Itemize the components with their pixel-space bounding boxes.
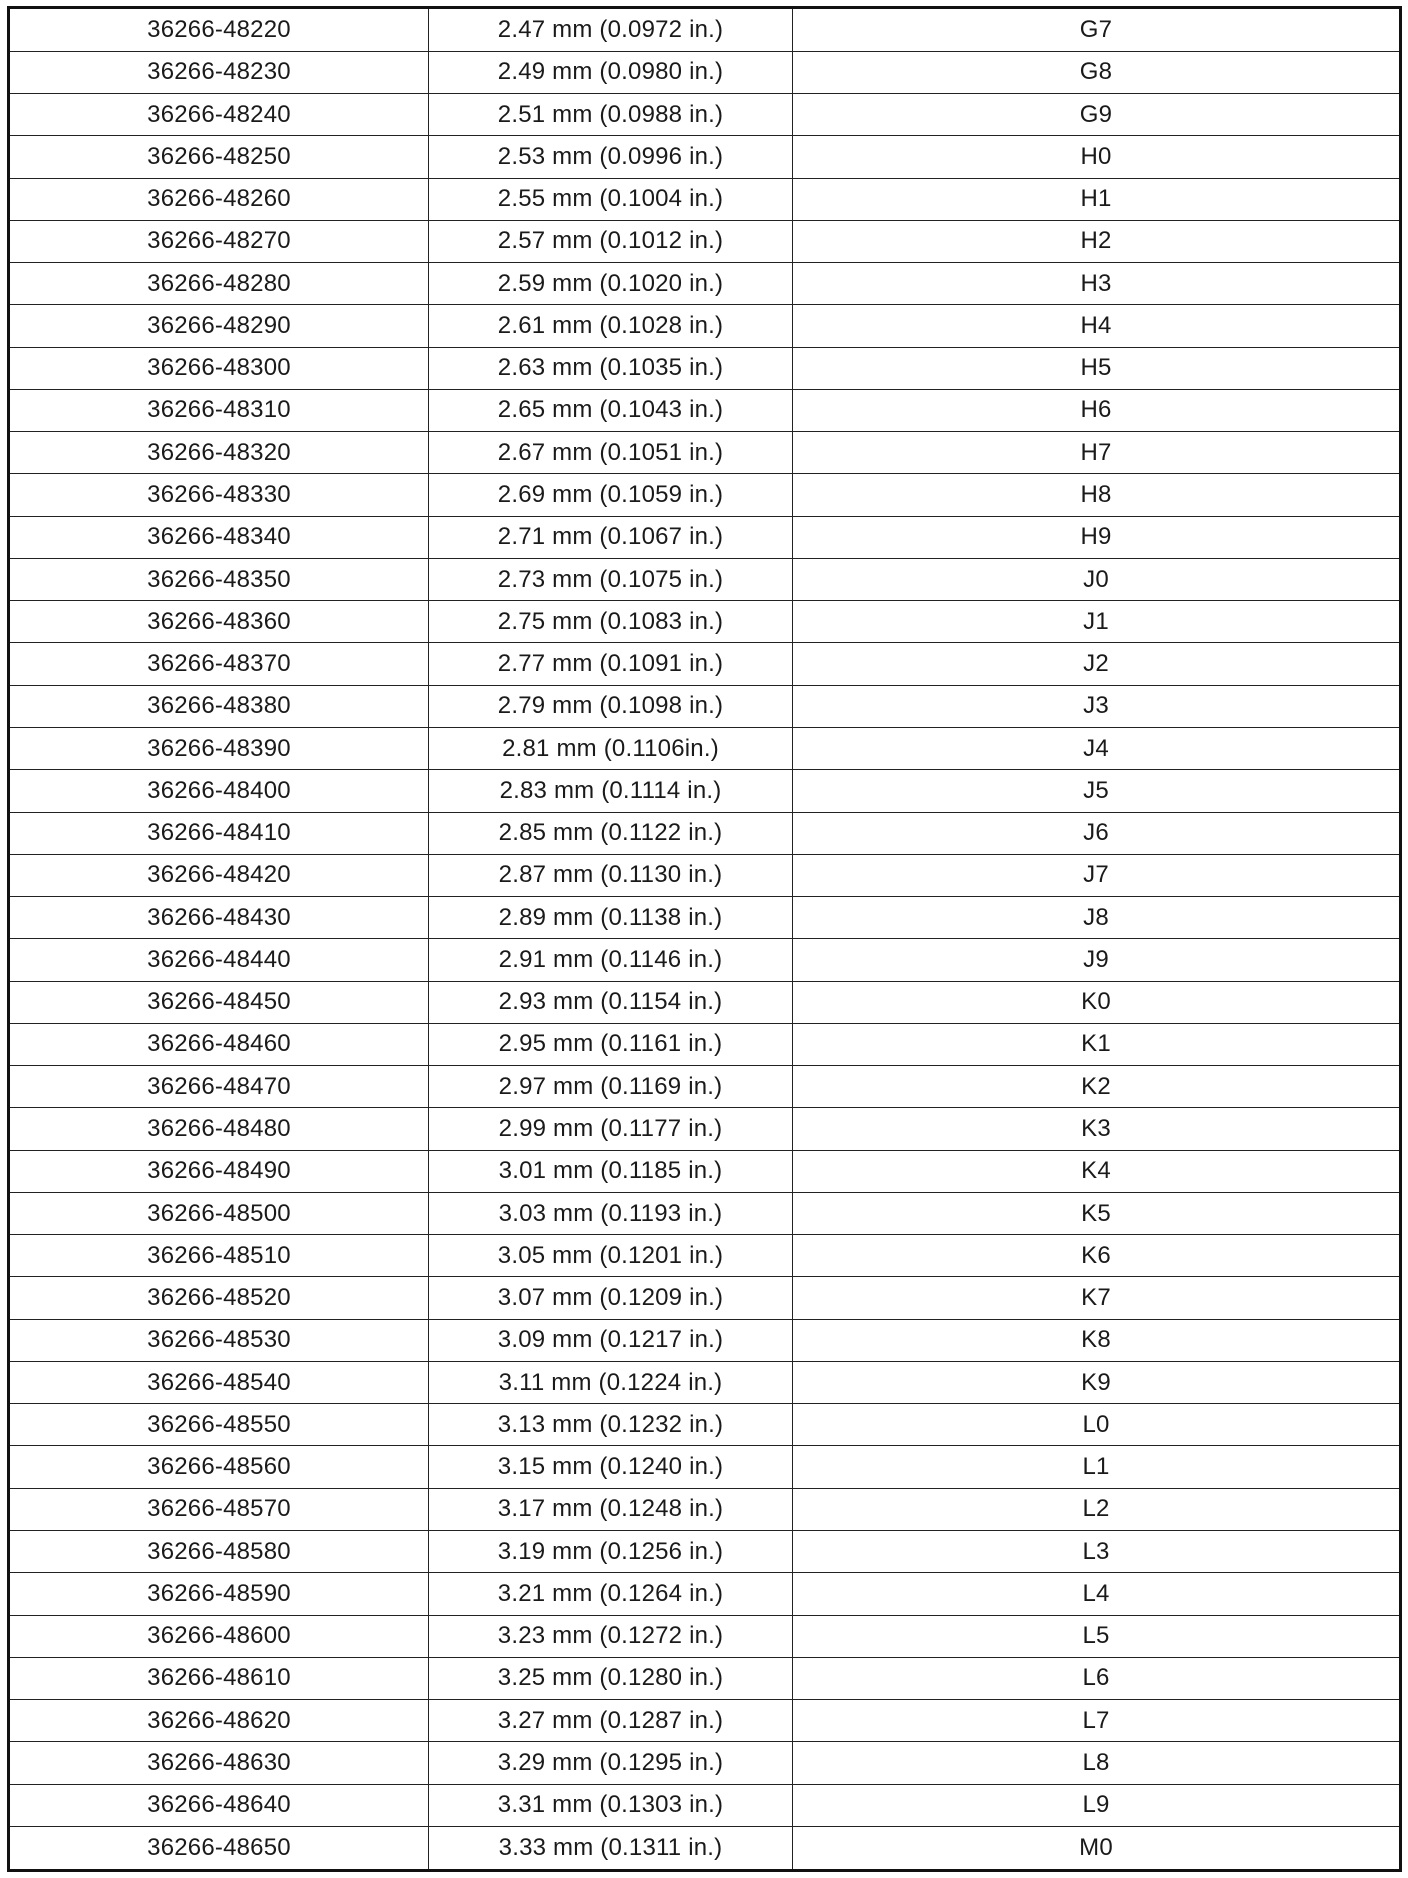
part-number-cell: 36266-48390 — [9, 727, 429, 769]
mark-cell: H2 — [793, 220, 1401, 262]
thickness-cell: 2.53 mm (0.0996 in.) — [429, 136, 793, 178]
mark-cell: J9 — [793, 939, 1401, 981]
part-number-cell: 36266-48430 — [9, 897, 429, 939]
part-number-cell: 36266-48450 — [9, 981, 429, 1023]
part-number-cell: 36266-48350 — [9, 558, 429, 600]
part-number-cell: 36266-48290 — [9, 305, 429, 347]
thickness-cell: 2.77 mm (0.1091 in.) — [429, 643, 793, 685]
table-row — [9, 1108, 1401, 1150]
thickness-cell: 3.17 mm (0.1248 in.) — [429, 1488, 793, 1530]
mark-cell: L6 — [793, 1657, 1401, 1699]
thickness-cell: 3.07 mm (0.1209 in.) — [429, 1277, 793, 1319]
table-row — [9, 1361, 1401, 1403]
table-row — [9, 812, 1401, 854]
table-row — [9, 8, 1401, 52]
thickness-cell: 2.71 mm (0.1067 in.) — [429, 516, 793, 558]
thickness-cell: 3.03 mm (0.1193 in.) — [429, 1192, 793, 1234]
table-row — [9, 558, 1401, 600]
table-row — [9, 727, 1401, 769]
mark-cell: L0 — [793, 1404, 1401, 1446]
part-number-cell: 36266-48540 — [9, 1361, 429, 1403]
mark-cell: L8 — [793, 1742, 1401, 1784]
table-row — [9, 854, 1401, 896]
mark-cell: K1 — [793, 1023, 1401, 1065]
part-number-cell: 36266-48460 — [9, 1023, 429, 1065]
table-row — [9, 1826, 1401, 1870]
part-number-cell: 36266-48590 — [9, 1573, 429, 1615]
thickness-cell: 2.61 mm (0.1028 in.) — [429, 305, 793, 347]
table-row — [9, 770, 1401, 812]
table-row — [9, 685, 1401, 727]
part-number-cell: 36266-48510 — [9, 1235, 429, 1277]
thickness-cell: 3.25 mm (0.1280 in.) — [429, 1657, 793, 1699]
mark-cell: J0 — [793, 558, 1401, 600]
table-row — [9, 1235, 1401, 1277]
mark-cell: K6 — [793, 1235, 1401, 1277]
table-row — [9, 516, 1401, 558]
mark-cell: H3 — [793, 263, 1401, 305]
mark-cell: J1 — [793, 601, 1401, 643]
table-row — [9, 1023, 1401, 1065]
table-row — [9, 939, 1401, 981]
mark-cell: J5 — [793, 770, 1401, 812]
thickness-cell: 3.21 mm (0.1264 in.) — [429, 1573, 793, 1615]
mark-cell: J6 — [793, 812, 1401, 854]
mark-cell: M0 — [793, 1826, 1401, 1870]
table-row — [9, 1784, 1401, 1826]
mark-cell: L7 — [793, 1700, 1401, 1742]
mark-cell: K0 — [793, 981, 1401, 1023]
mark-cell: G8 — [793, 51, 1401, 93]
part-number-cell: 36266-48240 — [9, 93, 429, 135]
part-number-cell: 36266-48400 — [9, 770, 429, 812]
table-row — [9, 220, 1401, 262]
thickness-cell: 3.11 mm (0.1224 in.) — [429, 1361, 793, 1403]
part-number-cell: 36266-48640 — [9, 1784, 429, 1826]
part-number-cell: 36266-48550 — [9, 1404, 429, 1446]
part-number-cell: 36266-48320 — [9, 432, 429, 474]
table-row — [9, 981, 1401, 1023]
part-number-cell: 36266-48520 — [9, 1277, 429, 1319]
part-number-cell: 36266-48630 — [9, 1742, 429, 1784]
mark-cell: L3 — [793, 1531, 1401, 1573]
table-row — [9, 432, 1401, 474]
table-row — [9, 1319, 1401, 1361]
part-number-cell: 36266-48500 — [9, 1192, 429, 1234]
thickness-cell: 3.15 mm (0.1240 in.) — [429, 1446, 793, 1488]
table-row — [9, 1700, 1401, 1742]
part-number-cell: 36266-48650 — [9, 1826, 429, 1870]
mark-cell: J2 — [793, 643, 1401, 685]
mark-cell: H4 — [793, 305, 1401, 347]
shim-spec-table — [7, 6, 1402, 1872]
table-row — [9, 474, 1401, 516]
part-number-cell: 36266-48260 — [9, 178, 429, 220]
table-row — [9, 1573, 1401, 1615]
thickness-cell: 2.73 mm (0.1075 in.) — [429, 558, 793, 600]
mark-cell: L5 — [793, 1615, 1401, 1657]
thickness-cell: 3.13 mm (0.1232 in.) — [429, 1404, 793, 1446]
thickness-cell: 3.19 mm (0.1256 in.) — [429, 1531, 793, 1573]
table-row — [9, 51, 1401, 93]
thickness-cell: 2.97 mm (0.1169 in.) — [429, 1066, 793, 1108]
table-row — [9, 1446, 1401, 1488]
thickness-cell: 3.27 mm (0.1287 in.) — [429, 1700, 793, 1742]
mark-cell: L4 — [793, 1573, 1401, 1615]
table-row — [9, 1192, 1401, 1234]
mark-cell: H8 — [793, 474, 1401, 516]
mark-cell: J4 — [793, 727, 1401, 769]
thickness-cell: 2.79 mm (0.1098 in.) — [429, 685, 793, 727]
table-row — [9, 1742, 1401, 1784]
thickness-cell: 2.49 mm (0.0980 in.) — [429, 51, 793, 93]
part-number-cell: 36266-48470 — [9, 1066, 429, 1108]
part-number-cell: 36266-48620 — [9, 1700, 429, 1742]
thickness-cell: 3.01 mm (0.1185 in.) — [429, 1150, 793, 1192]
thickness-cell: 2.91 mm (0.1146 in.) — [429, 939, 793, 981]
table-row — [9, 1277, 1401, 1319]
part-number-cell: 36266-48330 — [9, 474, 429, 516]
part-number-cell: 36266-48490 — [9, 1150, 429, 1192]
part-number-cell: 36266-48580 — [9, 1531, 429, 1573]
thickness-cell: 2.81 mm (0.1106in.) — [429, 727, 793, 769]
thickness-cell: 2.83 mm (0.1114 in.) — [429, 770, 793, 812]
thickness-cell: 2.99 mm (0.1177 in.) — [429, 1108, 793, 1150]
mark-cell: K5 — [793, 1192, 1401, 1234]
table-row — [9, 1531, 1401, 1573]
mark-cell: L9 — [793, 1784, 1401, 1826]
table-row — [9, 601, 1401, 643]
thickness-cell: 3.23 mm (0.1272 in.) — [429, 1615, 793, 1657]
part-number-cell: 36266-48480 — [9, 1108, 429, 1150]
part-number-cell: 36266-48440 — [9, 939, 429, 981]
mark-cell: H0 — [793, 136, 1401, 178]
table-row — [9, 305, 1401, 347]
thickness-cell: 2.59 mm (0.1020 in.) — [429, 263, 793, 305]
mark-cell: L2 — [793, 1488, 1401, 1530]
part-number-cell: 36266-48220 — [9, 8, 429, 52]
mark-cell: G9 — [793, 93, 1401, 135]
table-row — [9, 263, 1401, 305]
thickness-cell: 3.09 mm (0.1217 in.) — [429, 1319, 793, 1361]
thickness-cell: 2.47 mm (0.0972 in.) — [429, 8, 793, 52]
part-number-cell: 36266-48340 — [9, 516, 429, 558]
part-number-cell: 36266-48570 — [9, 1488, 429, 1530]
part-number-cell: 36266-48250 — [9, 136, 429, 178]
mark-cell: K2 — [793, 1066, 1401, 1108]
table-row — [9, 1657, 1401, 1699]
thickness-cell: 2.75 mm (0.1083 in.) — [429, 601, 793, 643]
part-number-cell: 36266-48610 — [9, 1657, 429, 1699]
mark-cell: L1 — [793, 1446, 1401, 1488]
part-number-cell: 36266-48420 — [9, 854, 429, 896]
mark-cell: J8 — [793, 897, 1401, 939]
part-number-cell: 36266-48270 — [9, 220, 429, 262]
thickness-cell: 3.05 mm (0.1201 in.) — [429, 1235, 793, 1277]
table-row — [9, 897, 1401, 939]
mark-cell: J3 — [793, 685, 1401, 727]
part-number-cell: 36266-48600 — [9, 1615, 429, 1657]
mark-cell: K9 — [793, 1361, 1401, 1403]
thickness-cell: 2.63 mm (0.1035 in.) — [429, 347, 793, 389]
table-row — [9, 1404, 1401, 1446]
table-row — [9, 1150, 1401, 1192]
part-number-cell: 36266-48410 — [9, 812, 429, 854]
thickness-cell: 2.67 mm (0.1051 in.) — [429, 432, 793, 474]
thickness-cell: 2.95 mm (0.1161 in.) — [429, 1023, 793, 1065]
thickness-cell: 2.85 mm (0.1122 in.) — [429, 812, 793, 854]
part-number-cell: 36266-48280 — [9, 263, 429, 305]
mark-cell: H6 — [793, 389, 1401, 431]
thickness-cell: 3.29 mm (0.1295 in.) — [429, 1742, 793, 1784]
thickness-cell: 2.51 mm (0.0988 in.) — [429, 93, 793, 135]
mark-cell: H1 — [793, 178, 1401, 220]
thickness-cell: 2.65 mm (0.1043 in.) — [429, 389, 793, 431]
table-row — [9, 1488, 1401, 1530]
thickness-cell: 2.57 mm (0.1012 in.) — [429, 220, 793, 262]
mark-cell: K7 — [793, 1277, 1401, 1319]
table-body — [9, 8, 1401, 1871]
mark-cell: K3 — [793, 1108, 1401, 1150]
mark-cell: K4 — [793, 1150, 1401, 1192]
table-row — [9, 136, 1401, 178]
mark-cell: J7 — [793, 854, 1401, 896]
table-row — [9, 178, 1401, 220]
part-number-cell: 36266-48560 — [9, 1446, 429, 1488]
thickness-cell: 3.33 mm (0.1311 in.) — [429, 1826, 793, 1870]
mark-cell: H5 — [793, 347, 1401, 389]
thickness-cell: 2.87 mm (0.1130 in.) — [429, 854, 793, 896]
table-row — [9, 1066, 1401, 1108]
table-row — [9, 389, 1401, 431]
mark-cell: H9 — [793, 516, 1401, 558]
thickness-cell: 2.69 mm (0.1059 in.) — [429, 474, 793, 516]
part-number-cell: 36266-48310 — [9, 389, 429, 431]
table-row — [9, 643, 1401, 685]
thickness-cell: 2.93 mm (0.1154 in.) — [429, 981, 793, 1023]
part-number-cell: 36266-48370 — [9, 643, 429, 685]
part-number-cell: 36266-48380 — [9, 685, 429, 727]
part-number-cell: 36266-48300 — [9, 347, 429, 389]
part-number-cell: 36266-48230 — [9, 51, 429, 93]
table-row — [9, 347, 1401, 389]
mark-cell: G7 — [793, 8, 1401, 52]
part-number-cell: 36266-48360 — [9, 601, 429, 643]
table-row — [9, 93, 1401, 135]
thickness-cell: 3.31 mm (0.1303 in.) — [429, 1784, 793, 1826]
part-number-cell: 36266-48530 — [9, 1319, 429, 1361]
thickness-cell: 2.55 mm (0.1004 in.) — [429, 178, 793, 220]
mark-cell: H7 — [793, 432, 1401, 474]
table-row — [9, 1615, 1401, 1657]
mark-cell: K8 — [793, 1319, 1401, 1361]
thickness-cell: 2.89 mm (0.1138 in.) — [429, 897, 793, 939]
